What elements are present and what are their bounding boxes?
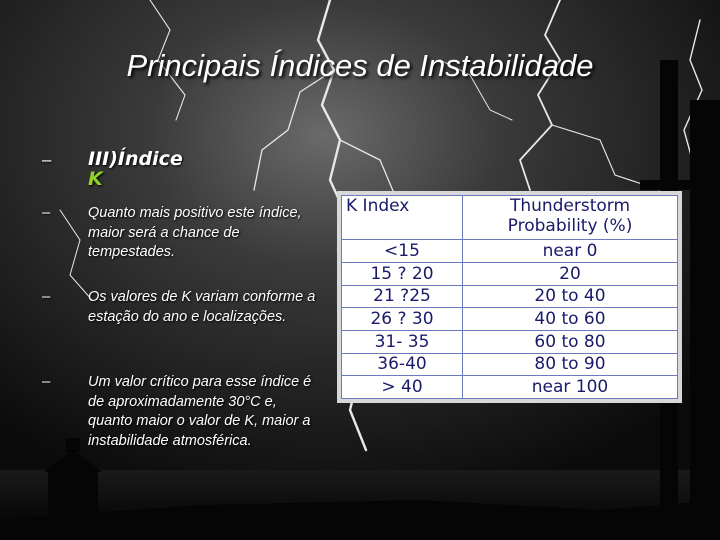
bullet-dash: – bbox=[42, 204, 51, 221]
heading-text bbox=[88, 150, 183, 189]
heading-prefix: III)Índice bbox=[88, 148, 183, 170]
bullet-text: Quanto mais positivo este índice, maior será a chance de tempestades. bbox=[88, 205, 302, 260]
prob-cell: 20 bbox=[463, 262, 678, 285]
prob-cell: near 100 bbox=[463, 376, 678, 399]
k-index-table bbox=[341, 195, 678, 399]
bullet-text: Os valores de K variam conforme a estação do ano e localizações. bbox=[88, 289, 316, 325]
k-cell: > 40 bbox=[342, 376, 463, 399]
slide-title: Principais Índices de Instabilidade bbox=[126, 48, 594, 83]
k-cell: 26 ? 30 bbox=[342, 308, 463, 331]
k-cell: 31- 35 bbox=[342, 330, 463, 353]
k-cell: 21 ?25 bbox=[342, 285, 463, 308]
table-row bbox=[342, 285, 678, 308]
bullet-text: Um valor crítico para esse índice é de aproximadamente 30°C e, quanto maior o valor de K, maior a instabilidade atmosférica. bbox=[88, 374, 312, 449]
table-row bbox=[342, 262, 678, 285]
header-probability: Thunderstorm Probability (%) bbox=[463, 196, 678, 240]
prob-cell: 80 to 90 bbox=[463, 353, 678, 376]
k-cell: 36-40 bbox=[342, 353, 463, 376]
prob-cell: 20 to 40 bbox=[463, 285, 678, 308]
table-row bbox=[342, 240, 678, 263]
prob-cell: 40 to 60 bbox=[463, 308, 678, 331]
heading-k: K bbox=[88, 167, 103, 190]
prob-cell: 60 to 80 bbox=[463, 330, 678, 353]
table-row bbox=[342, 308, 678, 331]
k-cell: <15 bbox=[342, 240, 463, 263]
table-header-row bbox=[342, 196, 678, 240]
bullet-dash: – bbox=[42, 150, 52, 169]
table-row bbox=[342, 330, 678, 353]
bullet-dash: – bbox=[42, 373, 51, 390]
table-row bbox=[342, 376, 678, 399]
bullet-dash: – bbox=[42, 288, 51, 305]
k-cell: 15 ? 20 bbox=[342, 262, 463, 285]
prob-cell: near 0 bbox=[463, 240, 678, 263]
header-k-index: K Index bbox=[342, 196, 463, 240]
table-row bbox=[342, 353, 678, 376]
